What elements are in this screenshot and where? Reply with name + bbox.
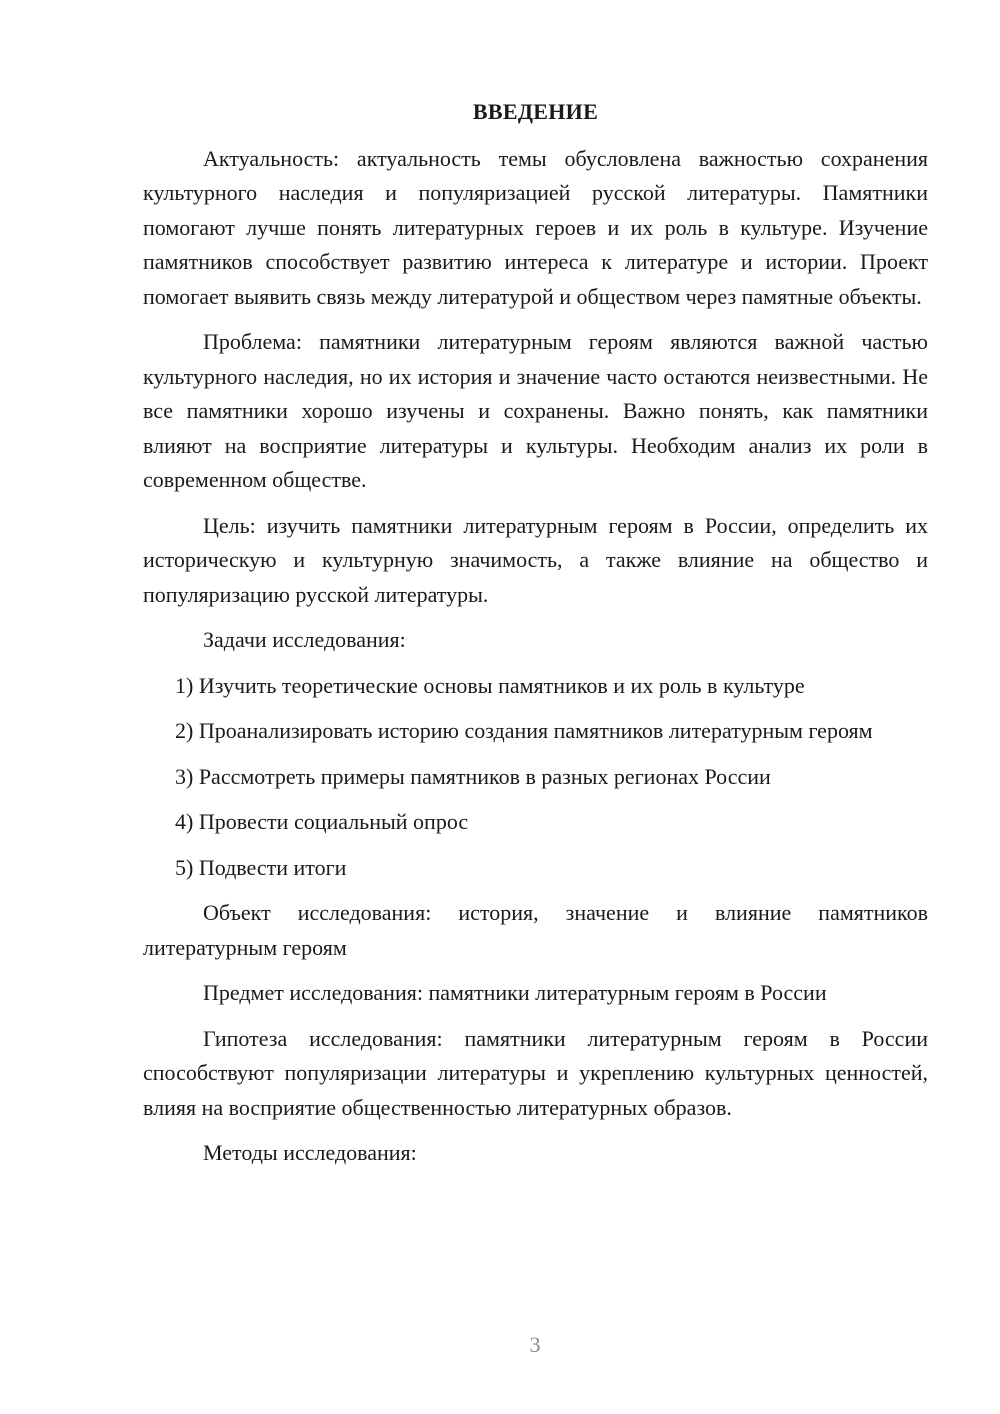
object-paragraph: Объект исследования: история, значение и влияние памятников литературным героям	[143, 900, 928, 960]
task-item-2: 2) Проанализировать историю создания памятников литературным героям	[175, 718, 873, 743]
goal-paragraph: Цель: изучить памятники литературным героям в России, определить их историческую и культурную значимость, а также влияние на общество и популяризацию русской литературы.	[143, 512, 928, 607]
hypothesis-paragraph: Гипотеза исследования: памятники литературным героям в России способствуют популяризации литературы и укреплению культурных ценностей, влияя на восприятие общественностью литературных образов.	[143, 1025, 928, 1120]
task-item-4: 4) Провести социальный опрос	[175, 809, 469, 834]
methods-heading: Методы исследования:	[203, 1140, 417, 1165]
tasks-heading: Задачи исследования:	[203, 627, 406, 652]
subject-paragraph: Предмет исследования: памятники литературным героям в России	[203, 980, 827, 1005]
problem-paragraph: Проблема: памятники литературным героям являются важной частью культурного наследия, но их история и значение часто остаются неизвестными. Не все памятники хорошо изучены и сохранены. Важно понять, как памятники влияют на восприятие литературы и культуры. Необходим анализ их роли в современном обществе.	[143, 329, 928, 492]
task-item-5: 5) Подвести итоги	[175, 854, 347, 880]
task-item-3: 3) Рассмотреть примеры памятников в разных регионах России	[175, 763, 771, 789]
page-content	[143, 95, 928, 1182]
relevance-paragraph: Актуальность: актуальность темы обусловлена важностью сохранения культурного наследия и популяризацией русской литературы. Памятники помогают лучше понять литературных героев и их роль в культуре. Изучение памятников способствует развитию интереса к литературе и истории. Проект помогает выявить связь между литературой и обществом через памятные объекты.	[143, 145, 928, 309]
page-title: ВВЕДЕНИЕ	[472, 99, 599, 124]
page-number: 3	[529, 1332, 541, 1357]
task-item-1: 1) Изучить теоретические основы памятников и их роль в культуре	[175, 672, 805, 698]
